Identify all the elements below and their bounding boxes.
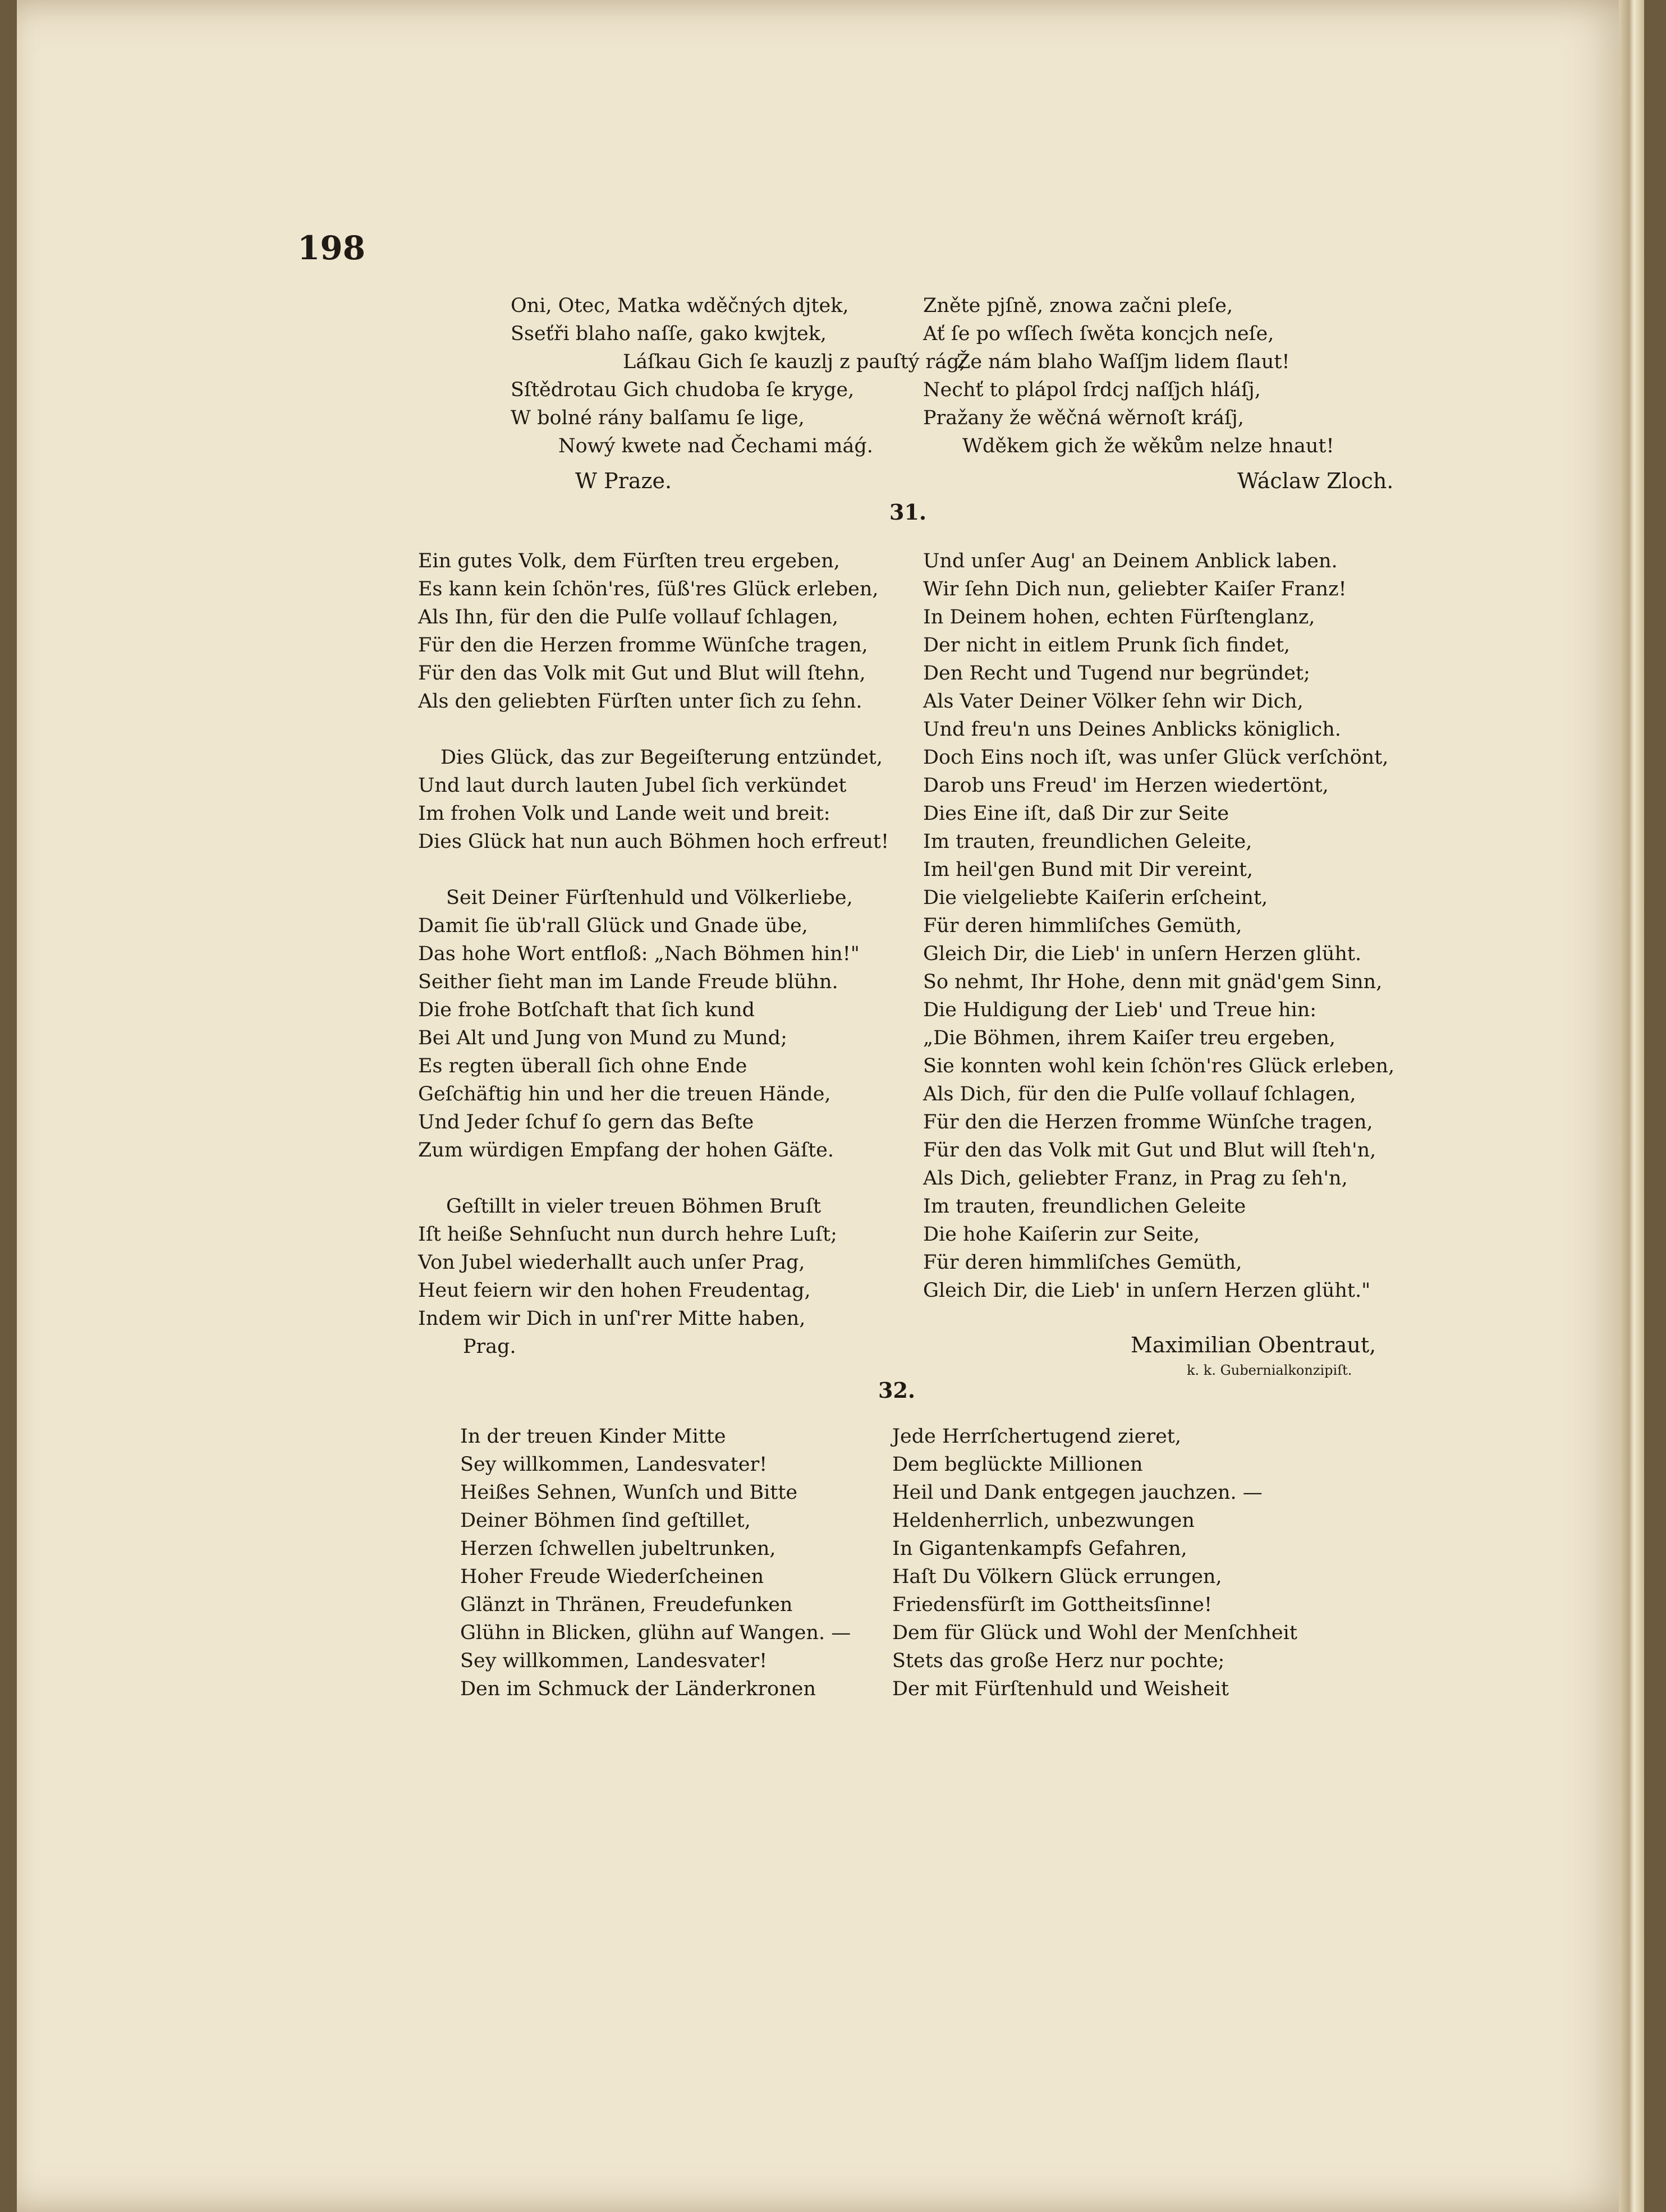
verse-line: Den Recht und Tugend nur begründet; bbox=[923, 662, 1310, 685]
verse-line: Die vielgeliebte Kaiſerin erſcheint, bbox=[923, 887, 1268, 909]
poem-32-left-column bbox=[460, 1422, 851, 1703]
poem-31-left-column bbox=[418, 547, 889, 1361]
verse-line: W bolné rány balſamu ſe lige, bbox=[511, 407, 805, 429]
verse-line: Für den die Herzen fromme Wünſche tragen, bbox=[923, 1111, 1373, 1133]
verse-line: Iſt heiße Sehnſucht nun durch hehre Luſt; bbox=[418, 1223, 837, 1246]
poem-30-author: Wáclaw Zloch. bbox=[1237, 469, 1394, 493]
verse-line: Seit Deiner Fürſtenhuld und Völkerliebe, bbox=[446, 887, 853, 909]
verse-line: Es kann kein ſchön'res, ſüß'res Glück erleben, bbox=[418, 578, 879, 600]
verse-line: Gleich Dir, die Lieb' in unſern Herzen glüht. bbox=[923, 943, 1362, 965]
verse-line: Heldenherrlich, unbezwungen bbox=[892, 1509, 1195, 1532]
verse-line: Pražany že wěčná wěrnoſt kráſj, bbox=[923, 407, 1244, 429]
poem-31-author-title: k. k. Gubernialkonzipiſt. bbox=[1187, 1362, 1352, 1378]
verse-line: Heut feiern wir den hohen Freudentag, bbox=[418, 1279, 811, 1302]
verse-line: Wir ſehn Dich nun, geliebter Kaiſer Franz! bbox=[923, 578, 1347, 600]
verse-line: Der mit Fürſtenhuld und Weisheit bbox=[892, 1678, 1229, 1700]
verse-line: Für den das Volk mit Gut und Blut will ſteh'n, bbox=[923, 1139, 1376, 1162]
verse-line: So nehmt, Ihr Hohe, denn mit gnäd'gem Sinn, bbox=[923, 971, 1383, 993]
verse-line: In Gigantenkampfs Gefahren, bbox=[892, 1538, 1187, 1560]
verse-line: Geſtillt in vieler treuen Böhmen Bruſt bbox=[446, 1195, 821, 1218]
verse-line: Und freu'n uns Deines Anblicks königlich. bbox=[923, 718, 1341, 741]
verse-line: Im trauten, freundlichen Geleite, bbox=[923, 830, 1252, 853]
verse-line: Zněte pjſně, znowa začni pleſe, bbox=[923, 295, 1233, 317]
verse-line: Glühn in Blicken, glühn auf Wangen. — bbox=[460, 1622, 851, 1644]
verse-line: Stets das große Herz nur pochte; bbox=[892, 1650, 1225, 1672]
verse-line: Ať ſe po wſſech ſwěta koncjch neſe, bbox=[923, 323, 1274, 345]
verse-line: Die hohe Kaiſerin zur Seite, bbox=[923, 1223, 1200, 1246]
verse-line: In der treuen Kinder Mitte bbox=[460, 1425, 726, 1448]
book-spine bbox=[1619, 0, 1644, 2212]
poem-31-right-column bbox=[923, 547, 1394, 1305]
verse-line: Že nám blaho Waſſjm lidem ſlaut! bbox=[957, 351, 1290, 373]
verse-line: Damit ſie üb'rall Glück und Gnade übe, bbox=[418, 915, 808, 937]
verse-line: Indem wir Dich in unſ'rer Mitte haben, bbox=[418, 1307, 806, 1330]
verse-line: Die frohe Botſchaft that ſich kund bbox=[418, 999, 755, 1021]
verse-line: Seither ſieht man im Lande Freude blühn. bbox=[418, 971, 838, 993]
verse-line: Für deren himmliſches Gemüth, bbox=[923, 1251, 1242, 1274]
page-number: 198 bbox=[297, 229, 366, 267]
verse-line: Láſkau Gich ſe kauzlj z pauſtý rág; bbox=[623, 351, 966, 373]
verse-line: Dem für Glück und Wohl der Menſchheit bbox=[892, 1622, 1297, 1644]
verse-line: Ein gutes Volk, dem Fürſten treu ergeben, bbox=[418, 550, 840, 572]
verse-line: Für den die Herzen fromme Wünſche tragen, bbox=[418, 634, 868, 657]
verse-line: Prag. bbox=[463, 1336, 516, 1358]
verse-line: Und Jeder ſchuf ſo gern das Beſte bbox=[418, 1111, 754, 1133]
verse-line: Herzen ſchwellen jubeltrunken, bbox=[460, 1538, 776, 1560]
verse-line: Sie konnten wohl kein ſchön'res Glück erleben, bbox=[923, 1055, 1395, 1077]
verse-line: Oni, Otec, Matka wděčných djtek, bbox=[511, 295, 849, 317]
poem-30-right-stanza bbox=[923, 292, 1334, 460]
poem-30-place: W Praze. bbox=[575, 469, 672, 493]
verse-line: Gleich Dir, die Lieb' in unſern Herzen glüht." bbox=[923, 1279, 1371, 1302]
verse-line bbox=[418, 856, 889, 884]
verse-line: Zum würdigen Empfang der hohen Gäſte. bbox=[418, 1139, 834, 1162]
verse-line: Heißes Sehnen, Wunſch und Bitte bbox=[460, 1481, 798, 1504]
verse-line: Dies Glück hat nun auch Böhmen hoch erfreut! bbox=[418, 830, 889, 853]
poem-31-number: 31. bbox=[889, 499, 927, 525]
verse-line: Jede Herrſchertugend zieret, bbox=[892, 1425, 1182, 1448]
verse-line: Sey willkommen, Landesvater! bbox=[460, 1650, 768, 1672]
verse-line: Und unſer Aug' an Deinem Anblick laben. bbox=[923, 550, 1338, 572]
verse-line: Doch Eins noch iſt, was unſer Glück verſchönt, bbox=[923, 746, 1389, 769]
verse-line: Im frohen Volk und Lande weit und breit: bbox=[418, 802, 830, 825]
verse-line: Nowý kwete nad Čechami máǵ. bbox=[558, 435, 873, 457]
poem-31-author: Maximilian Obentraut, bbox=[1131, 1333, 1376, 1357]
verse-line: Im trauten, freundlichen Geleite bbox=[923, 1195, 1246, 1218]
verse-line: Sſtědrotau Gich chudoba ſe kryge, bbox=[511, 379, 855, 401]
verse-line: Dem beglückte Millionen bbox=[892, 1453, 1143, 1476]
verse-line: Bei Alt und Jung von Mund zu Mund; bbox=[418, 1027, 787, 1049]
verse-line: Friedensfürſt im Gottheitsſinne! bbox=[892, 1594, 1213, 1616]
verse-line: Dies Eine iſt, daß Dir zur Seite bbox=[923, 802, 1229, 825]
verse-line: Deiner Böhmen ſind geſtillet, bbox=[460, 1509, 751, 1532]
verse-line: Haſt Du Völkern Glück errungen, bbox=[892, 1566, 1222, 1588]
verse-line: Als Ihn, für den die Pulſe vollauf ſchlagen, bbox=[418, 606, 839, 628]
verse-line: Nechť to plápol ſrdcj naſſjch hláſj, bbox=[923, 379, 1261, 401]
verse-line: Es regten überall ſich ohne Ende bbox=[418, 1055, 747, 1077]
verse-line: Der nicht in eitlem Prunk ſich findet, bbox=[923, 634, 1291, 657]
verse-line: Und laut durch lauten Jubel ſich verkündet bbox=[418, 774, 847, 797]
verse-line: Im heil'gen Bund mit Dir vereint, bbox=[923, 859, 1254, 881]
verse-line: Dies Glück, das zur Begeiſterung entzündet, bbox=[440, 746, 883, 769]
verse-line bbox=[418, 715, 889, 744]
verse-line: Das hohe Wort entfloß: „Nach Böhmen hin!" bbox=[418, 943, 860, 965]
verse-line: Die Huldigung der Lieb' und Treue hin: bbox=[923, 999, 1317, 1021]
book-page bbox=[17, 0, 1644, 2212]
verse-line: Als Vater Deiner Völker ſehn wir Dich, bbox=[923, 690, 1304, 713]
verse-line: Geſchäftig hin und her die treuen Hände, bbox=[418, 1083, 831, 1105]
verse-line: In Deinem hohen, echten Fürſtenglanz, bbox=[923, 606, 1315, 628]
verse-line: Wděkem gich že wěkům nelze hnaut! bbox=[962, 435, 1334, 457]
poem-32-right-column bbox=[892, 1422, 1297, 1703]
verse-line: Heil und Dank entgegen jauchzen. — bbox=[892, 1481, 1263, 1504]
verse-line: Sey willkommen, Landesvater! bbox=[460, 1453, 768, 1476]
verse-line: Für den das Volk mit Gut und Blut will ſtehn, bbox=[418, 662, 866, 685]
verse-line: Als den geliebten Fürſten unter ſich zu ſehn. bbox=[418, 690, 862, 713]
verse-line: Für deren himmliſches Gemüth, bbox=[923, 915, 1242, 937]
poem-32-number: 32. bbox=[878, 1378, 916, 1403]
verse-line: Als Dich, für den die Pulſe vollauf ſchlagen, bbox=[923, 1083, 1356, 1105]
verse-line: „Die Böhmen, ihrem Kaiſer treu ergeben, bbox=[923, 1027, 1335, 1049]
verse-line: Glänzt in Thränen, Freudefunken bbox=[460, 1594, 793, 1616]
verse-line: Als Dich, geliebter Franz, in Prag zu ſeh'n, bbox=[923, 1167, 1348, 1190]
verse-line: Darob uns Freud' im Herzen wiedertönt, bbox=[923, 774, 1329, 797]
verse-line: Von Jubel wiederhallt auch unſer Prag, bbox=[418, 1251, 805, 1274]
poem-30-left-stanza bbox=[511, 292, 966, 460]
verse-line: Den im Schmuck der Länderkronen bbox=[460, 1678, 816, 1700]
verse-line: Hoher Freude Wiederſcheinen bbox=[460, 1566, 764, 1588]
verse-line bbox=[418, 1164, 889, 1192]
verse-line: Sseťři blaho naſſe, gako kwjtek, bbox=[511, 323, 827, 345]
